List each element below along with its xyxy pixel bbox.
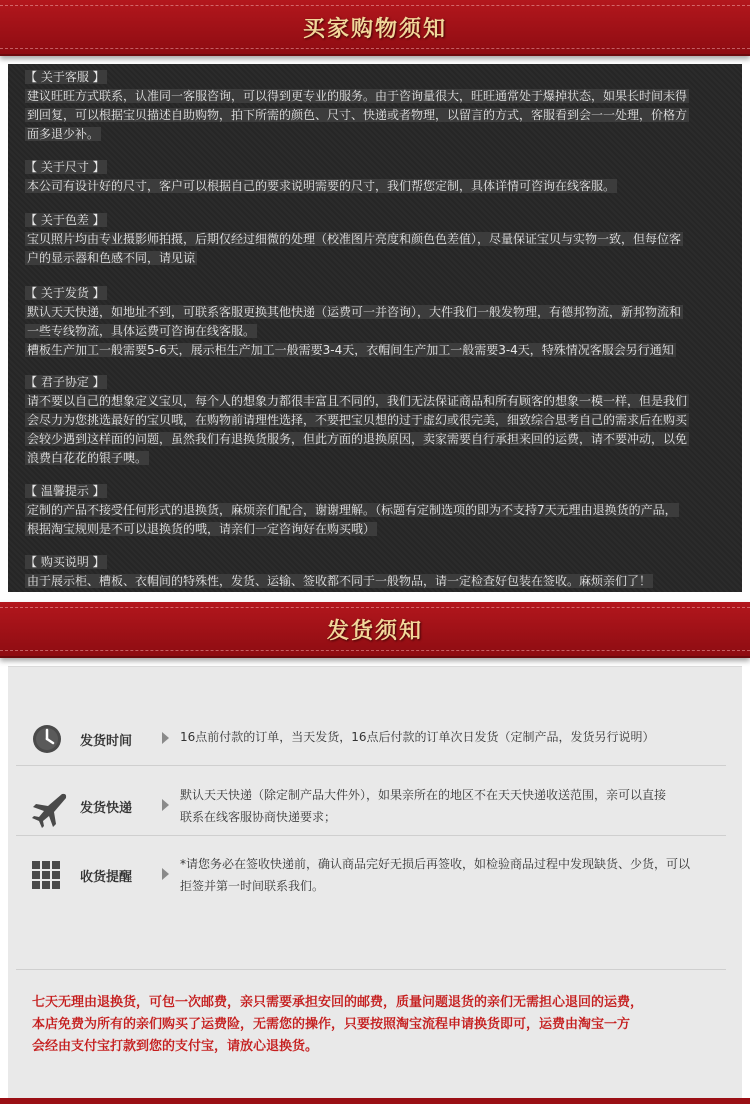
shipping-notice-panel [8, 666, 742, 1100]
section-line: 会较少遇到这样面的问题，虽然我们有退换货服务，但此方面的退换原因，卖家需要自行承担来回的运费，请不要冲动，以免 [27, 432, 688, 446]
section-line: 到回复，可以根据宝贝描述自助购物，拍下所需的颜色、尺寸、快递或者物理，以留言的方式，客服看到会一一处理，价格方 [27, 108, 688, 122]
section-color-difference [25, 211, 730, 268]
section-line: 面多退少补。 [27, 127, 100, 141]
buyer-notice-panel [8, 64, 742, 592]
return-policy: 七天无理由退换货，可包一次邮费，亲只需要承担安回的邮费，质量问题退货的亲们无需担心退回的运费， 本店免费为所有的亲们购买了运费险，无需您的操作，只要按照淘宝流程申请换货即可，运费由淘宝一方 会经由支付宝打款到您的支付宝，请放心退换货。 [32, 995, 644, 1054]
section-line: 请不要以自己的想象定义宝贝，每个人的想象力都很丰富且不同的，我们无法保证商品和所有顾客的想象一模一样，但是我们 [27, 394, 688, 408]
buyer-notice-title: 买家购物须知 [302, 16, 447, 42]
section-line: 会尽力为您挑选最好的宝贝哦，在购物前请理性选择，不要把宝贝想的过于虚幻或很完美，细致综合思考自己的需求后在购买 [27, 413, 688, 427]
section-line: 定制的产品不接受任何形式的退换货，麻烦亲们配合，谢谢理解。（标题有定制选项的即为不支持7天无理由退换货的产品， [27, 503, 677, 517]
section-line: 户的显示器和色感不同，请见谅 [27, 251, 196, 265]
section-line: 建议旺旺方式联系，认准同一客服咨询，可以得到更专业的服务。由于咨询量很大，旺旺通常处于爆掉状态，如果长时间未得 [27, 89, 688, 103]
section-heading: 【 温馨提示 】 [25, 484, 105, 498]
buyer-notice-banner [0, 0, 750, 56]
section-heading: 【 购买说明 】 [25, 555, 105, 569]
airplane-icon [28, 788, 68, 828]
section-heading: 【 关于尺寸 】 [25, 160, 105, 174]
section-line: 浪费白花花的银子噢。 [27, 451, 148, 465]
shipping-row-text: 16点前付款的订单，当天发货，16点后付款的订单次日发货（定制产品，发货另行说明） [180, 730, 655, 744]
section-heading: 【 关于客服 】 [25, 70, 105, 84]
clock-icon [28, 719, 68, 759]
shipping-notice-banner [0, 602, 750, 658]
shipping-row-express [28, 784, 726, 834]
section-heading: 【 关于发货 】 [25, 286, 105, 300]
shipping-row-receipt [28, 853, 726, 903]
section-line: 一些专线物流，具体运费可咨询在线客服。 [27, 324, 256, 338]
chevron-right-icon [162, 732, 169, 744]
section-agreement [25, 373, 730, 468]
section-line: 宝贝照片均由专业摄影师拍摄，后期仅经过细微的处理（校准图片亮度和颜色色差值），尽量保证宝贝与实物一致，但每位客 [27, 232, 682, 246]
row-divider [16, 835, 726, 836]
section-line: 根据淘宝规则是不可以退换货的哦，请亲们一定咨询好在购买哦） [27, 522, 376, 536]
shipping-row-text: *请您务必在签收快递前，确认商品完好无损后再签收，如检验商品过程中发现缺货、少货，可以 拒签并第一时间联系我们。 [180, 857, 691, 893]
shipping-row-time [28, 719, 726, 759]
section-line: 本公司有设计好的尺寸，客户可以根据自己的要求说明需要的尺寸，我们帮您定制，具体详情可咨询在线客服。 [27, 179, 616, 193]
grid-icon [28, 857, 68, 897]
section-size [25, 158, 730, 196]
section-heading: 【 关于色差 】 [25, 213, 105, 227]
section-line: 槽板生产加工一般需要5-6天，展示柜生产加工一般需要3-4天，衣帽间生产加工一般需要3-4天，特殊情况客服会另行通知 [27, 343, 674, 357]
section-line: 默认天天快递，如地址不到，可联系客服更换其他快递（运费可一并咨询），大件我们一般发物理，有德邦物流，新邦物流和 [27, 305, 682, 319]
section-line: 由于展示柜、槽板、衣帽间的特殊性，发货、运输、签收都不同于一般物品，请一定检查好包装在签收。麻烦亲们了！ [27, 574, 652, 588]
chevron-right-icon [162, 799, 169, 811]
shipping-row-label: 发货快递 [80, 801, 133, 816]
shipping-row-label: 收货提醒 [80, 870, 133, 885]
shipping-notice-title: 发货须知 [326, 618, 423, 644]
chevron-right-icon [162, 868, 169, 880]
shipping-row-label: 发货时间 [80, 734, 133, 749]
row-divider [16, 765, 726, 766]
section-customer-service [25, 68, 730, 144]
shipping-row-text: 默认天天快递（除定制产品大件外），如果亲所在的地区不在天天快递收送范围，亲可以直接 联系在线客服协商快递要求； [180, 788, 667, 824]
section-tips [25, 482, 730, 539]
section-heading: 【 君子协定 】 [25, 375, 105, 389]
bottom-bar [0, 1098, 750, 1104]
row-divider [16, 969, 726, 970]
section-delivery [25, 284, 730, 360]
section-purchase-info [25, 553, 730, 591]
